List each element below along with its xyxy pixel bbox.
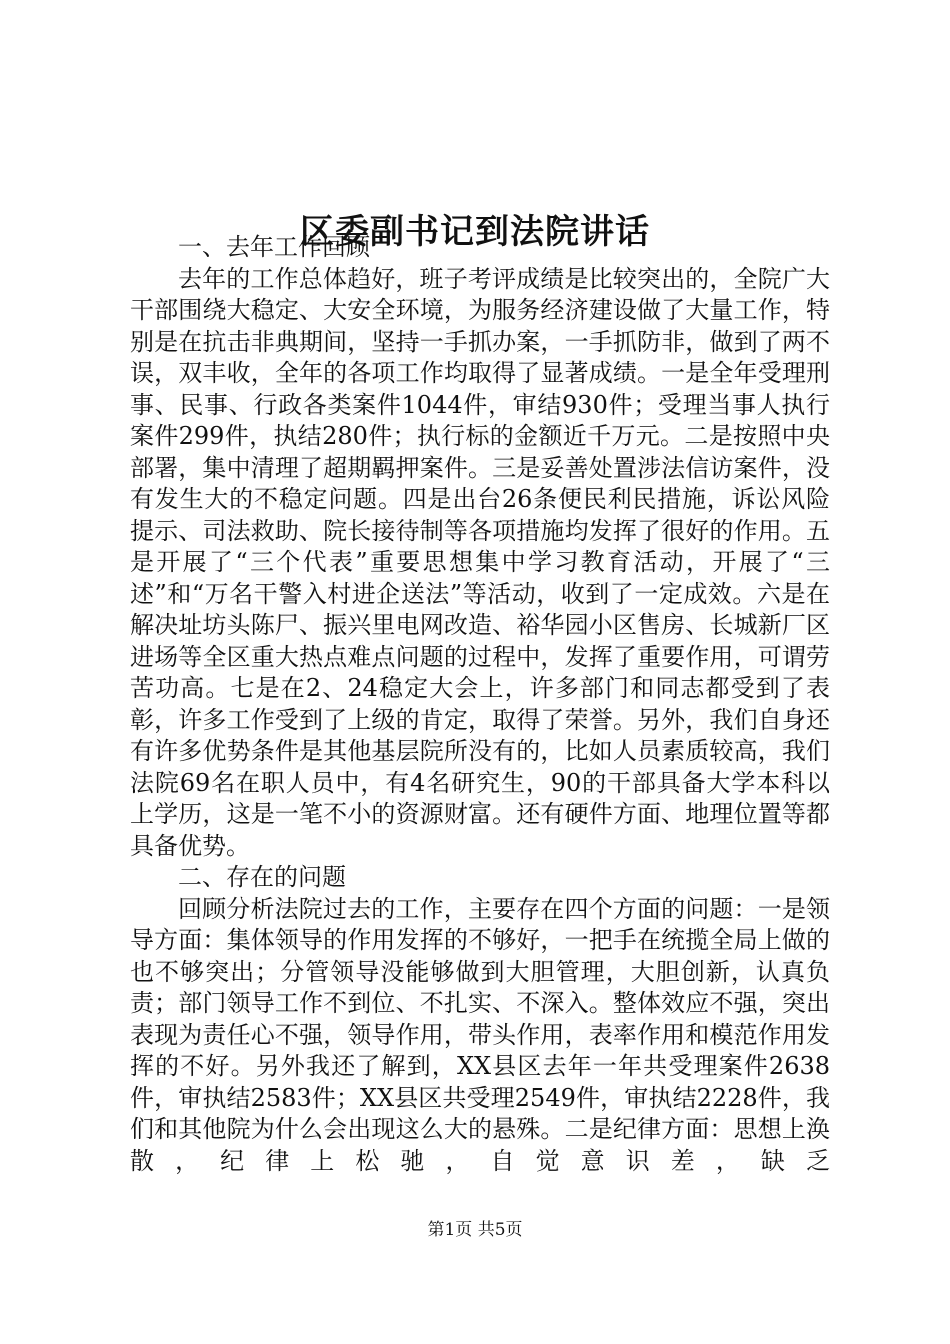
document-body — [130, 232, 830, 1177]
section-heading-problems: 二、存在的问题 — [178, 863, 346, 891]
document-title: 区委副书记到法院讲话 — [300, 211, 650, 252]
page-footer: 第1页 共5页 — [427, 1220, 523, 1240]
section-paragraph-problems: 回顾分析法院过去的工作，主要存在四个方面的问题：一是领导方面：集体领导的作用发挥的不够好，一把手在统揽全局上做的也不够突出；分管领导没能够做到大胆管理，大胆创新，认真负责；部门领导工作不到位、不扎实、不深入。整体效应不强，突出表现为责任心不强，领导作用，带头作用，表率作用和模范作用发挥的不好。另外我还了解到，XX县区去年一年共受理案件2638件，审执结2583件；XX县区共受理2549件，审执结2228件，我们和其他院为什么会出现这么大的悬殊。二是纪律方面：思想上涣散，纪律上松驰，自觉意识差，缺乏 — [130, 894, 830, 1175]
section-heading-review: 一、去年工作回顾 — [178, 233, 370, 261]
section-paragraph-review: 去年的工作总体趋好，班子考评成绩是比较突出的，全院广大干部围绕大稳定、大安全环境，为服务经济建设做了大量工作，特别是在抗击非典期间，坚持一手抓办案，一手抓防非，做到了两不误，双丰收，全年的各项工作均取得了显著成绩。一是全年受理刑事、民事、行政各类案件1044件，审结930件；受理当事人执行案件299件，执结280件；执行标的金额近千万元。二是按照中央部署，集中清理了超期羁押案件。三是妥善处置涉法信访案件，没有发生大的不稳定问题。四是出台26条便民利民措施，诉讼风险提示、司法救助、院长接待制等各项措施均发挥了很好的作用。五是开展了“三个代表”重要思想集中学习教育活动，开展了“三述”和“万名干警入村进企送法”等活动，收到了一定成效。六是在解决址坊头陈尸、振兴里电网改造、裕华园小区售房、长城新厂区进场等全区重大热点难点问题的过程中，发挥了重要作用，可谓劳苦功高。七是在2、24稳定大会上，许多部门和同志都受到了表彰，许多工作受到了上级的肯定，取得了荣誉。另外，我们自身还有许多优势条件是其他基层院所没有的，比如人员素质较高，我们法院69名在职人员中，有4名研究生，90的干部具备大学本科以上学历，这是一笔不小的资源财富。还有硬件方面、地理位置等都具备优势。 — [130, 264, 830, 860]
